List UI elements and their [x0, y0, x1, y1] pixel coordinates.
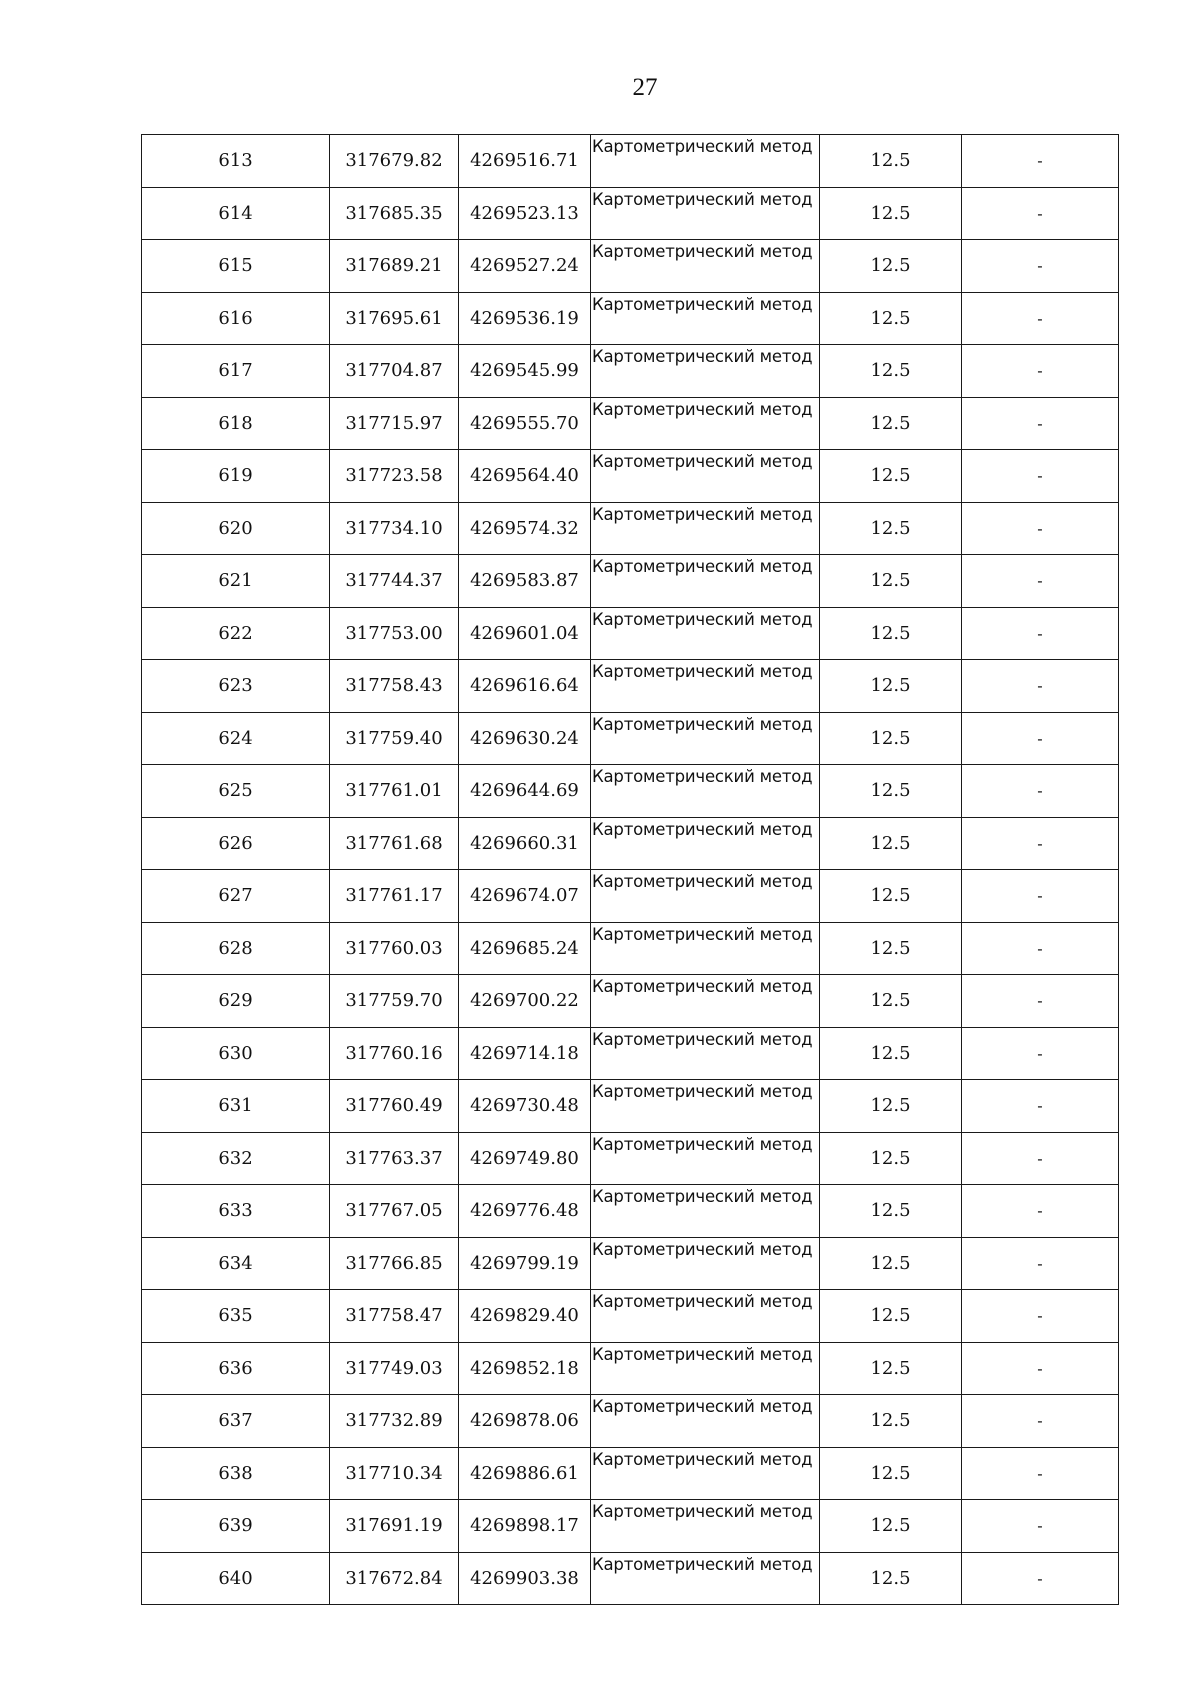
note-cell: -: [962, 1447, 1119, 1500]
method-cell: Картометрический метод: [591, 1290, 820, 1343]
note-cell: -: [962, 397, 1119, 450]
table-row: [142, 817, 1119, 870]
x-coordinate-cell: 317715.97: [330, 397, 459, 450]
method-cell: Картометрический метод: [591, 607, 820, 660]
y-coordinate-cell: 4269903.38: [459, 1552, 591, 1605]
accuracy-cell: 12.5: [820, 1132, 962, 1185]
table-row: [142, 1552, 1119, 1605]
note-cell: -: [962, 817, 1119, 870]
point-number-cell: 618: [142, 397, 330, 450]
table-row: [142, 1500, 1119, 1553]
note-cell: -: [962, 1027, 1119, 1080]
method-cell: Картометрический метод: [591, 292, 820, 345]
table-row: [142, 1132, 1119, 1185]
y-coordinate-cell: 4269616.64: [459, 660, 591, 713]
table-row: [142, 240, 1119, 293]
y-coordinate-cell: 4269749.80: [459, 1132, 591, 1185]
table-row: [142, 1447, 1119, 1500]
point-number-cell: 636: [142, 1342, 330, 1395]
point-number-cell: 629: [142, 975, 330, 1028]
point-number-cell: 616: [142, 292, 330, 345]
point-number-cell: 634: [142, 1237, 330, 1290]
accuracy-cell: 12.5: [820, 922, 962, 975]
y-coordinate-cell: 4269583.87: [459, 555, 591, 608]
accuracy-cell: 12.5: [820, 1500, 962, 1553]
y-coordinate-cell: 4269644.69: [459, 765, 591, 818]
note-cell: -: [962, 135, 1119, 188]
point-number-cell: 637: [142, 1395, 330, 1448]
point-number-cell: 628: [142, 922, 330, 975]
x-coordinate-cell: 317689.21: [330, 240, 459, 293]
x-coordinate-cell: 317766.85: [330, 1237, 459, 1290]
table-row: [142, 397, 1119, 450]
note-cell: -: [962, 1342, 1119, 1395]
table-row: [142, 922, 1119, 975]
accuracy-cell: 12.5: [820, 135, 962, 188]
x-coordinate-cell: 317759.70: [330, 975, 459, 1028]
table-row: [142, 1395, 1119, 1448]
point-number-cell: 630: [142, 1027, 330, 1080]
accuracy-cell: 12.5: [820, 607, 962, 660]
y-coordinate-cell: 4269523.13: [459, 187, 591, 240]
point-number-cell: 621: [142, 555, 330, 608]
method-cell: Картометрический метод: [591, 975, 820, 1028]
point-number-cell: 620: [142, 502, 330, 555]
x-coordinate-cell: 317691.19: [330, 1500, 459, 1553]
note-cell: -: [962, 187, 1119, 240]
y-coordinate-cell: 4269730.48: [459, 1080, 591, 1133]
y-coordinate-cell: 4269527.24: [459, 240, 591, 293]
x-coordinate-cell: 317760.16: [330, 1027, 459, 1080]
method-cell: Картометрический метод: [591, 1237, 820, 1290]
method-cell: Картометрический метод: [591, 660, 820, 713]
point-number-cell: 627: [142, 870, 330, 923]
method-cell: Картометрический метод: [591, 922, 820, 975]
method-cell: Картометрический метод: [591, 1395, 820, 1448]
accuracy-cell: 12.5: [820, 1342, 962, 1395]
note-cell: -: [962, 975, 1119, 1028]
accuracy-cell: 12.5: [820, 450, 962, 503]
x-coordinate-cell: 317760.49: [330, 1080, 459, 1133]
note-cell: -: [962, 870, 1119, 923]
method-cell: Картометрический метод: [591, 1447, 820, 1500]
accuracy-cell: 12.5: [820, 817, 962, 870]
x-coordinate-cell: 317685.35: [330, 187, 459, 240]
note-cell: -: [962, 1500, 1119, 1553]
accuracy-cell: 12.5: [820, 1027, 962, 1080]
accuracy-cell: 12.5: [820, 1552, 962, 1605]
accuracy-cell: 12.5: [820, 345, 962, 398]
point-number-cell: 619: [142, 450, 330, 503]
point-number-cell: 615: [142, 240, 330, 293]
note-cell: -: [962, 1185, 1119, 1238]
note-cell: -: [962, 765, 1119, 818]
note-cell: -: [962, 1132, 1119, 1185]
method-cell: Картометрический метод: [591, 345, 820, 398]
method-cell: Картометрический метод: [591, 1080, 820, 1133]
note-cell: -: [962, 922, 1119, 975]
x-coordinate-cell: 317763.37: [330, 1132, 459, 1185]
point-number-cell: 635: [142, 1290, 330, 1343]
accuracy-cell: 12.5: [820, 240, 962, 293]
x-coordinate-cell: 317767.05: [330, 1185, 459, 1238]
point-number-cell: 632: [142, 1132, 330, 1185]
y-coordinate-cell: 4269601.04: [459, 607, 591, 660]
accuracy-cell: 12.5: [820, 660, 962, 713]
method-cell: Картометрический метод: [591, 187, 820, 240]
method-cell: Картометрический метод: [591, 1027, 820, 1080]
accuracy-cell: 12.5: [820, 765, 962, 818]
table-row: [142, 1027, 1119, 1080]
accuracy-cell: 12.5: [820, 975, 962, 1028]
x-coordinate-cell: 317761.17: [330, 870, 459, 923]
accuracy-cell: 12.5: [820, 1395, 962, 1448]
method-cell: Картометрический метод: [591, 1500, 820, 1553]
y-coordinate-cell: 4269674.07: [459, 870, 591, 923]
note-cell: -: [962, 1552, 1119, 1605]
x-coordinate-cell: 317704.87: [330, 345, 459, 398]
method-cell: Картометрический метод: [591, 765, 820, 818]
note-cell: -: [962, 240, 1119, 293]
point-number-cell: 613: [142, 135, 330, 188]
y-coordinate-cell: 4269545.99: [459, 345, 591, 398]
table-row: [142, 135, 1119, 188]
table-row: [142, 292, 1119, 345]
y-coordinate-cell: 4269799.19: [459, 1237, 591, 1290]
point-number-cell: 623: [142, 660, 330, 713]
x-coordinate-cell: 317710.34: [330, 1447, 459, 1500]
y-coordinate-cell: 4269829.40: [459, 1290, 591, 1343]
x-coordinate-cell: 317758.43: [330, 660, 459, 713]
note-cell: -: [962, 345, 1119, 398]
accuracy-cell: 12.5: [820, 1290, 962, 1343]
x-coordinate-cell: 317760.03: [330, 922, 459, 975]
table-row: [142, 607, 1119, 660]
note-cell: -: [962, 502, 1119, 555]
table-row: [142, 1185, 1119, 1238]
table-row: [142, 555, 1119, 608]
x-coordinate-cell: 317753.00: [330, 607, 459, 660]
table-row: [142, 660, 1119, 713]
x-coordinate-cell: 317744.37: [330, 555, 459, 608]
note-cell: -: [962, 660, 1119, 713]
note-cell: -: [962, 1395, 1119, 1448]
note-cell: -: [962, 292, 1119, 345]
x-coordinate-cell: 317723.58: [330, 450, 459, 503]
point-number-cell: 633: [142, 1185, 330, 1238]
y-coordinate-cell: 4269516.71: [459, 135, 591, 188]
table-row: [142, 975, 1119, 1028]
x-coordinate-cell: 317761.68: [330, 817, 459, 870]
accuracy-cell: 12.5: [820, 397, 962, 450]
note-cell: -: [962, 607, 1119, 660]
y-coordinate-cell: 4269714.18: [459, 1027, 591, 1080]
x-coordinate-cell: 317749.03: [330, 1342, 459, 1395]
y-coordinate-cell: 4269555.70: [459, 397, 591, 450]
table-row: [142, 765, 1119, 818]
table-row: [142, 502, 1119, 555]
point-number-cell: 640: [142, 1552, 330, 1605]
method-cell: Картометрический метод: [591, 240, 820, 293]
y-coordinate-cell: 4269776.48: [459, 1185, 591, 1238]
x-coordinate-cell: 317761.01: [330, 765, 459, 818]
x-coordinate-cell: 317734.10: [330, 502, 459, 555]
note-cell: -: [962, 1080, 1119, 1133]
method-cell: Картометрический метод: [591, 1552, 820, 1605]
table-row: [142, 870, 1119, 923]
point-number-cell: 638: [142, 1447, 330, 1500]
method-cell: Картометрический метод: [591, 1185, 820, 1238]
method-cell: Картометрический метод: [591, 817, 820, 870]
table-row: [142, 187, 1119, 240]
method-cell: Картометрический метод: [591, 870, 820, 923]
y-coordinate-cell: 4269886.61: [459, 1447, 591, 1500]
x-coordinate-cell: 317759.40: [330, 712, 459, 765]
point-number-cell: 626: [142, 817, 330, 870]
point-number-cell: 622: [142, 607, 330, 660]
accuracy-cell: 12.5: [820, 292, 962, 345]
x-coordinate-cell: 317672.84: [330, 1552, 459, 1605]
accuracy-cell: 12.5: [820, 1185, 962, 1238]
note-cell: -: [962, 712, 1119, 765]
method-cell: Картометрический метод: [591, 135, 820, 188]
x-coordinate-cell: 317758.47: [330, 1290, 459, 1343]
y-coordinate-cell: 4269564.40: [459, 450, 591, 503]
method-cell: Картометрический метод: [591, 1342, 820, 1395]
table-row: [142, 1290, 1119, 1343]
x-coordinate-cell: 317679.82: [330, 135, 459, 188]
table-row: [142, 345, 1119, 398]
method-cell: Картометрический метод: [591, 397, 820, 450]
y-coordinate-cell: 4269536.19: [459, 292, 591, 345]
coordinates-table: [141, 134, 1119, 1605]
point-number-cell: 617: [142, 345, 330, 398]
y-coordinate-cell: 4269574.32: [459, 502, 591, 555]
note-cell: -: [962, 450, 1119, 503]
y-coordinate-cell: 4269878.06: [459, 1395, 591, 1448]
table-row: [142, 450, 1119, 503]
method-cell: Картометрический метод: [591, 555, 820, 608]
y-coordinate-cell: 4269700.22: [459, 975, 591, 1028]
y-coordinate-cell: 4269852.18: [459, 1342, 591, 1395]
y-coordinate-cell: 4269660.31: [459, 817, 591, 870]
method-cell: Картометрический метод: [591, 450, 820, 503]
table-row: [142, 1342, 1119, 1395]
accuracy-cell: 12.5: [820, 187, 962, 240]
coordinates-table-body: [142, 135, 1119, 1605]
y-coordinate-cell: 4269898.17: [459, 1500, 591, 1553]
accuracy-cell: 12.5: [820, 555, 962, 608]
accuracy-cell: 12.5: [820, 870, 962, 923]
y-coordinate-cell: 4269685.24: [459, 922, 591, 975]
y-coordinate-cell: 4269630.24: [459, 712, 591, 765]
x-coordinate-cell: 317732.89: [330, 1395, 459, 1448]
page-number: 27: [632, 74, 658, 101]
point-number-cell: 625: [142, 765, 330, 818]
table-row: [142, 1237, 1119, 1290]
accuracy-cell: 12.5: [820, 1237, 962, 1290]
point-number-cell: 614: [142, 187, 330, 240]
accuracy-cell: 12.5: [820, 502, 962, 555]
table-row: [142, 1080, 1119, 1133]
point-number-cell: 631: [142, 1080, 330, 1133]
note-cell: -: [962, 1290, 1119, 1343]
accuracy-cell: 12.5: [820, 712, 962, 765]
note-cell: -: [962, 1237, 1119, 1290]
method-cell: Картометрический метод: [591, 712, 820, 765]
accuracy-cell: 12.5: [820, 1447, 962, 1500]
point-number-cell: 639: [142, 1500, 330, 1553]
x-coordinate-cell: 317695.61: [330, 292, 459, 345]
method-cell: Картометрический метод: [591, 1132, 820, 1185]
point-number-cell: 624: [142, 712, 330, 765]
note-cell: -: [962, 555, 1119, 608]
table-row: [142, 712, 1119, 765]
method-cell: Картометрический метод: [591, 502, 820, 555]
accuracy-cell: 12.5: [820, 1080, 962, 1133]
